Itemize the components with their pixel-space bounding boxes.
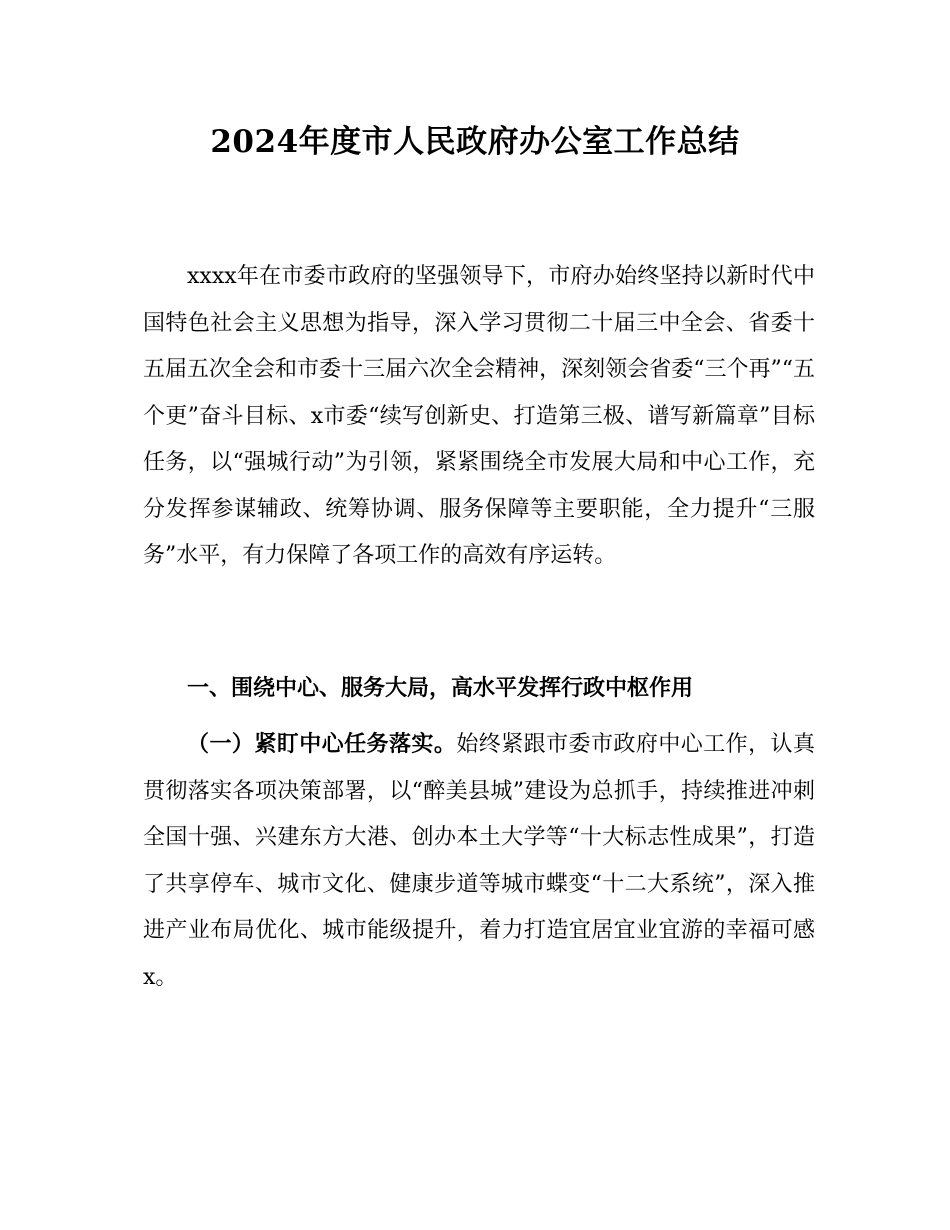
section-heading: 一、围绕中心、服务大局，高水平发挥行政中枢作用 (187, 676, 694, 701)
subsection-lead: （一）紧盯中心任务落实。 (187, 732, 457, 757)
subsection-text: 始终紧跟市委市政府中心工作，认真贯彻落实各项决策部署，以“醉美县城”建设为总抓手，持续推进冲刺全国十强、兴建东方大港、创办本土大学等“十大标志性成果”，打造了共享停车、城市文化、健康步道等城市蝶变“十二大系统”，深入推进产业布局优化、城市能级提升，着力打造宜居宜业宜游的幸福可感x。 (143, 732, 815, 990)
document-title: 2024年度市人民政府办公室工作总结 (210, 124, 740, 160)
subsection-paragraph (143, 722, 815, 1001)
intro-paragraph: xxxx年在市委市政府的坚强领导下，市府办始终坚持以新时代中国特色社会主义思想为指导，深入学习贯彻二十届三中全会、省委十五届五次全会和市委十三届六次全会精神，深刻领会省委“三个再”“五个更”奋斗目标、x市委“续写创新史、打造第三极、谱写新篇章”目标任务，以“强城行动”为引领，紧紧围绕全市发展大局和中心工作，充分发挥参谋辅政、统筹协调、服务保障等主要职能，全力提升“三服务”水平，有力保障了各项工作的高效有序运转。 (143, 264, 815, 568)
